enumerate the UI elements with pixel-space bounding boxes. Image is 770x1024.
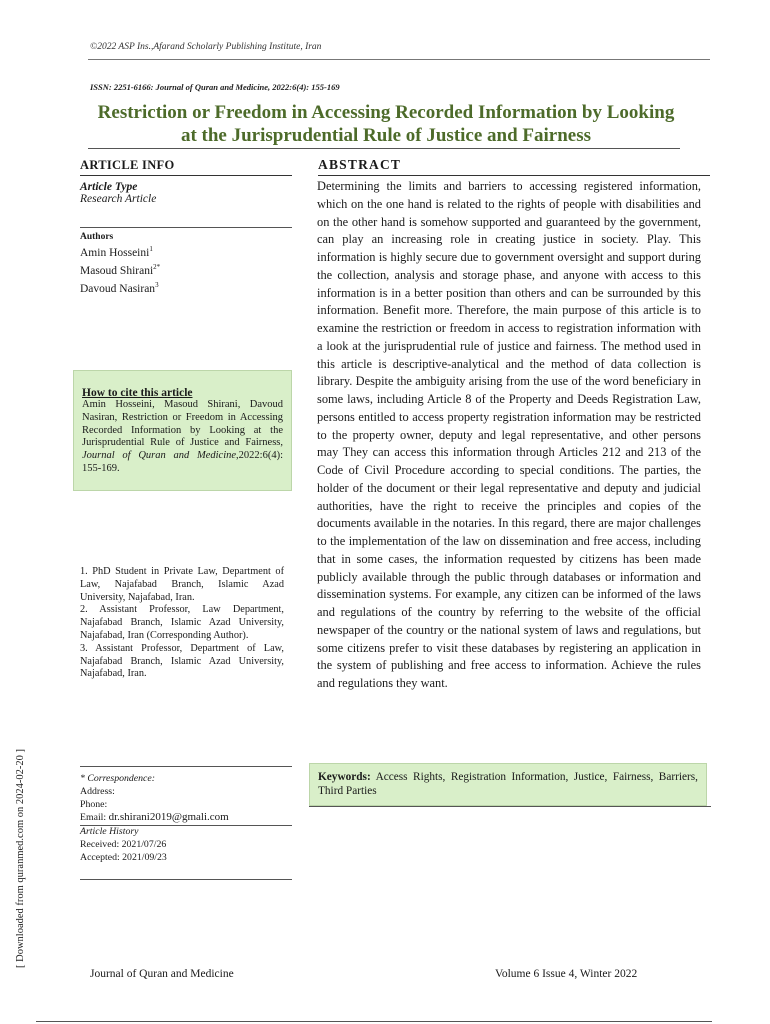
keywords-box — [309, 763, 707, 806]
citation-box — [73, 370, 292, 491]
section-divider — [80, 227, 292, 228]
citation-text: Amin Hosseini, Masoud Shirani, Davoud Nasiran, Restriction or Freedom in Accessing Recorded Information by Looking at the Jurisprudential Rule of Justice and Fairness, Journal of Quran and Medicine,2022:6(4): 155-169. — [82, 399, 283, 474]
affiliation-item: 2. Assistant Professor, Law Department, Najafabad Branch, Islamic Azad University, Najafabad, Iran (Corresponding Author). — [80, 604, 284, 641]
correspondence-label: * Correspondence: — [80, 773, 156, 784]
citation-title: How to cite this article — [82, 387, 193, 399]
copyright-notice: ©2022 ASP Ins.,Afarand Scholarly Publishing Institute, Iran — [90, 42, 322, 52]
section-divider — [80, 825, 292, 826]
article-title: Restriction or Freedom in Accessing Recorded Information by Looking at the Jurisprudential Rule of Justice and Fairness — [97, 102, 675, 146]
received-date: Received: 2021/07/26 — [80, 838, 167, 850]
affiliation-item: 3. Assistant Professor, Department of Law, Najafabad Branch, Islamic Azad University, Najafabad, Iran. — [80, 642, 284, 680]
abstract-heading: ABSTRACT — [318, 157, 710, 176]
article-type-label: Article Type — [80, 181, 138, 193]
keywords-divider — [309, 806, 711, 807]
article-info-column — [80, 155, 292, 295]
article-info-heading: ARTICLE INFO — [80, 155, 292, 176]
issn-line: ISSN: 2251-6166: Journal of Quran and Medicine, 2022:6(4): 155-169 — [90, 82, 340, 92]
title-divider — [88, 148, 680, 149]
email-link[interactable]: dr.shirani2019@gmali.com — [108, 811, 229, 824]
email-line: Email: dr.shirani2019@gmali.com — [80, 811, 229, 824]
correspondence-block — [80, 773, 292, 825]
abstract-text: Determining the limits and barriers to accessing registered information, which on the one hand is related to the rights of people with disabilities and on the other hand is somehow supported and guaranteed by the government, can play an increasing role in creating justice in society. Play. This information is highly secure due to government oversight and support during the collection, analysis and storage phase, and anyone with access to this information is in a better position than others and can be surrounded by this information. Benefit more. Therefore, the main purpose of this article is to examine the restriction or freedom in access to registration information with a look at the jurisprudential rule of justice and fairness. The method used in this article is descriptive-analytical and the method of data collection is library. Despite the ambiguity arising from the use of the word beneficiary in some laws, including Article 8 of the Property and Deeds Registration Law, persons entitled to access property registration information may be restricted to the property owner, deputy and legal representative, and other persons may They can access this information through Articles 212 and 213 of the Code of Civil Procedure according to special conditions. The parties, the holder of the document or their legal representative and deputy and judicial authorities, have the right to receive the principles and copies of the documents available in the notaries. In this regard, there are major challenges to the implementation of the law on dissemination and free access, including that in some cases, the information requested by citizens has been made publicly available through the public through databases or information and dissemination systems. For example, any citizen can be informed of the laws and regulations of the country by referring to the website of the official newspaper of the country or the national system of laws and regulations, but some citizens prefer to visit these databases by registering an application in the system of publishing and free access to information. Achieve the rules and regulations they want. — [317, 179, 701, 690]
footer-volume: Volume 6 Issue 4, Winter 2022 — [495, 968, 638, 980]
footer-divider — [36, 1021, 712, 1022]
header-divider — [88, 59, 710, 60]
affiliation-item: 1. PhD Student in Private Law, Department of Law, Najafabad Branch, Islamic Azad University, Najafabad, Iran. — [80, 566, 284, 603]
section-divider — [80, 879, 292, 880]
accepted-date: Accepted: 2021/09/23 — [80, 851, 167, 863]
keywords-label: Keywords: — [318, 771, 371, 783]
article-type-value: Research Article — [80, 193, 157, 205]
address-line: Address: — [80, 785, 115, 797]
affiliations — [80, 566, 284, 681]
section-divider — [80, 766, 292, 767]
author-entry: Amin Hosseini$^1$ — [80, 245, 153, 259]
phone-line: Phone: — [80, 798, 108, 810]
author-entry: Masoud Shirani$^{2*}$ — [80, 262, 161, 277]
download-stamp: [ Downloaded from quranmed.com on 2024-02-20 ] — [15, 749, 26, 968]
keywords-text: Access Rights, Registration Information, Justice, Fairness, Barriers, Third Parties — [318, 771, 699, 797]
history-label: Article History — [80, 826, 139, 837]
article-history — [80, 826, 292, 864]
author-entry: Davoud Nasiran$^3$ — [80, 280, 159, 295]
footer-journal: Journal of Quran and Medicine — [90, 968, 234, 980]
authors-label: Authors — [80, 232, 114, 242]
